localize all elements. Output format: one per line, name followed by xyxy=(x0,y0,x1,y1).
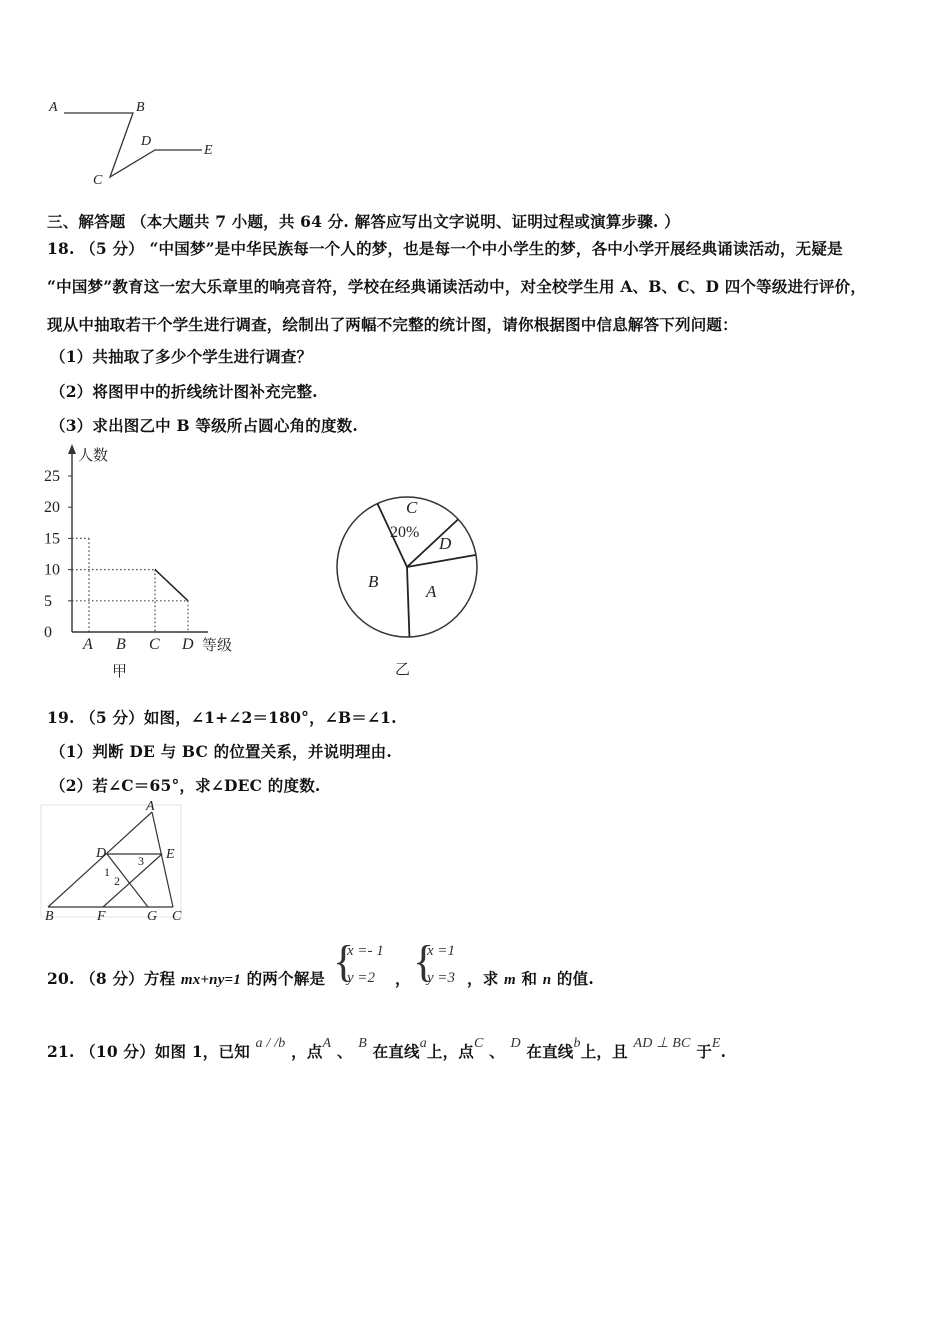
q20-comma: ， xyxy=(395,969,411,988)
q21-D: D xyxy=(510,1036,521,1051)
q18-line-2: “中国梦”教育这一宏大乐章里的响亮音符，学校在经典诵读活动中，对全校学生用 A、B、C、D 四个等级进行评价， xyxy=(47,277,867,296)
tri-label-C: C xyxy=(172,909,182,924)
tri-label-B: B xyxy=(45,909,54,924)
x-tick-D: D xyxy=(182,636,194,653)
edge-FE xyxy=(103,854,162,907)
label-C: C xyxy=(93,173,103,188)
y-axis-title: 人数 xyxy=(78,446,109,464)
q18-line-1: 18. （5 分） “中国梦”是中华民族每一个人的梦，也是每一个中小学生的梦，各中小学开展经典诵读活动，无疑是 xyxy=(47,239,843,258)
y-axis-arrow xyxy=(68,444,76,454)
q21-b: b xyxy=(573,1036,581,1051)
pie-label-C: C xyxy=(406,498,418,517)
angle-1: 1 xyxy=(104,865,110,879)
y-tick-15: 15 xyxy=(44,530,60,548)
q20-and: 和 xyxy=(515,969,543,988)
q20-suffix-a: ，求 xyxy=(467,969,504,988)
label-E: E xyxy=(204,143,213,158)
q19-sub-1: （1）判断 DE 与 BC 的位置关系，并说明理由. xyxy=(50,742,392,761)
x-tick-A: A xyxy=(83,636,93,653)
y-tick-20: 20 xyxy=(44,499,60,517)
angle-3: 3 xyxy=(138,854,144,868)
section-3-heading: 三、解答题 （本大题共 7 小题，共 64 分. 解答应写出文字说明、证明过程或演算步骤. ） xyxy=(47,212,680,231)
q21-E: E xyxy=(711,1036,721,1051)
pie-percent-C: 20% xyxy=(390,524,420,541)
chart-yi-caption: 乙 xyxy=(395,660,411,678)
q21-A: A xyxy=(322,1036,332,1051)
line-segment-C-D xyxy=(155,570,188,601)
q18-sub-2: （2）将图甲中的折线统计图补充完整. xyxy=(50,382,318,401)
q21-p4: 在直线 xyxy=(372,1042,420,1061)
q18-line-3: 现从中抽取若干个学生进行调查，绘制出了两幅不完整的统计图，请你根据图中信息解答下列问题： xyxy=(47,315,738,334)
q21-p5: 上，点 xyxy=(426,1042,475,1061)
q20-suffix xyxy=(467,967,594,989)
q21-p1: 21. （10 分）如图 1，已知 xyxy=(47,1042,250,1061)
label-D: D xyxy=(141,134,152,149)
q21-B: B xyxy=(358,1036,367,1051)
q20-prefix: 20. （8 分）方程 xyxy=(47,969,181,988)
label-A: A xyxy=(49,100,58,115)
pie-chart-yi xyxy=(330,480,490,685)
tri-label-G: G xyxy=(147,909,158,924)
x-tick-C: C xyxy=(149,636,160,653)
fig-abcde-lines xyxy=(64,113,202,177)
y-tick-0: 0 xyxy=(44,624,52,641)
y-tick-25: 25 xyxy=(44,468,60,485)
tri-label-E: E xyxy=(166,847,175,862)
tri-label-F: F xyxy=(97,909,106,924)
figure-triangle xyxy=(40,800,190,925)
q21-p7: 在直线 xyxy=(526,1042,574,1061)
q20-n: n xyxy=(542,972,552,988)
label-B: B xyxy=(136,100,145,115)
q20-brace-1: { xyxy=(333,937,355,986)
chart-jia-caption: 甲 xyxy=(112,662,128,680)
radius-A-B xyxy=(407,567,409,637)
y-tick-5: 5 xyxy=(44,592,52,610)
pie-label-D: D xyxy=(439,534,452,553)
q20-sys1-y: y =2 xyxy=(347,970,376,986)
q21-p10: . xyxy=(720,1042,727,1061)
q20-line xyxy=(47,967,325,989)
q21-p9: 于 xyxy=(696,1042,712,1061)
y-tick-10: 10 xyxy=(44,561,60,579)
q21-p6: 、 xyxy=(489,1042,505,1061)
q20-m: m xyxy=(504,972,516,988)
q21-p2: ，点 xyxy=(291,1042,323,1061)
angle-2: 2 xyxy=(114,874,120,888)
q21-perp: AD ⊥ BC xyxy=(633,1036,691,1051)
q20-sys2-y: y =3 xyxy=(427,970,456,986)
q21-p3: 、 xyxy=(336,1042,353,1061)
q21-line xyxy=(47,1036,727,1062)
q19-line: 19. （5 分）如图，∠1+∠2＝180°，∠B＝∠1. xyxy=(47,708,397,727)
pie-label-B: B xyxy=(368,572,379,591)
q21-ab: a / /b xyxy=(255,1036,286,1051)
line-chart-jia xyxy=(40,440,250,685)
x-axis-title: 等级 xyxy=(202,636,233,654)
q21-p8: 上，且 xyxy=(580,1042,628,1061)
q20-sys2-x: x =1 xyxy=(427,943,456,959)
figure-abcde xyxy=(40,95,230,190)
tri-label-D: D xyxy=(96,846,107,861)
q20-sys1-x: x =- 1 xyxy=(347,943,384,959)
q20-brace-2: { xyxy=(413,937,435,986)
q21-C: C xyxy=(474,1036,484,1051)
q21-a: a xyxy=(419,1036,427,1051)
q19-sub-2: （2）若∠C＝65°，求∠DEC 的度数. xyxy=(50,776,321,795)
q20-suffix-b: 的值. xyxy=(551,969,594,988)
pie-label-A: A xyxy=(426,582,437,601)
q18-sub-1: （1）共抽取了多少个学生进行调查？ xyxy=(50,347,313,366)
q18-sub-3: （3）求出图乙中 B 等级所占圆心角的度数. xyxy=(50,416,358,435)
tri-label-A: A xyxy=(146,800,155,814)
q20-equation: mx+ny=1 xyxy=(180,972,242,988)
x-tick-B: B xyxy=(116,636,126,653)
q20-mid: 的两个解是 xyxy=(241,969,326,988)
